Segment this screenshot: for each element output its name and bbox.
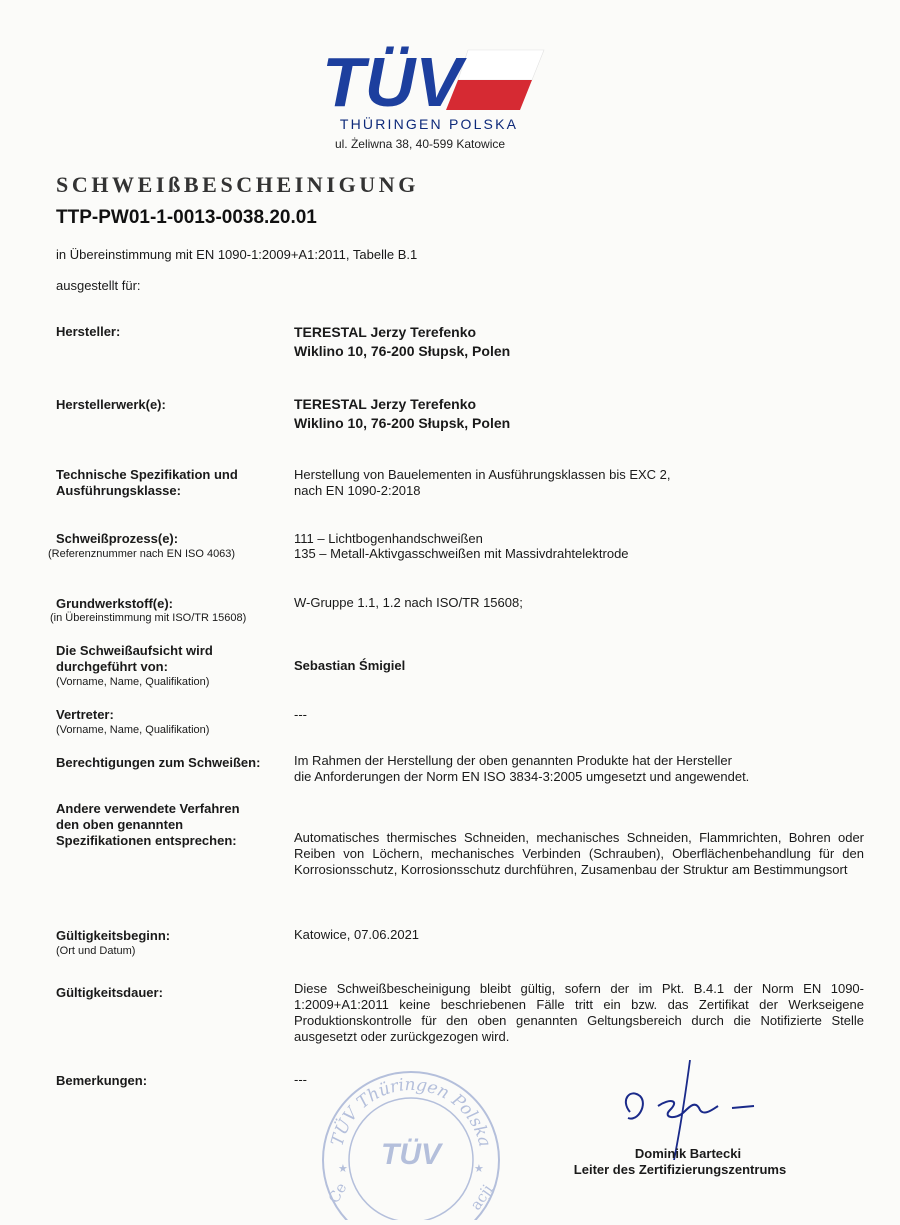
supervision-label-line1: Die Schweißaufsicht wird — [56, 643, 213, 658]
welding-process-135: 135 – Metall-Aktivgasschweißen mit Massivdrahtelektrode — [294, 546, 629, 561]
base-material-value: W-Gruppe 1.1, 1.2 nach ISO/TR 15608; — [294, 595, 523, 610]
manufacturer-address: Wiklino 10, 76-200 Słupsk, Polen — [294, 343, 511, 359]
authorization-line2: die Anforderungen der Norm EN ISO 3834-3:2005 umgesetzt und angewendet. — [294, 769, 750, 784]
plant-name: TERESTAL Jerzy Terefenko — [294, 396, 477, 412]
document-title: SCHWEIßBESCHEINIGUNG — [56, 172, 419, 197]
stamp-bottom-right-text: acji — [466, 1181, 497, 1214]
welding-process-label: Schweißprozess(e): — [56, 531, 179, 546]
other-processes-value: Automatisches thermisches Schneiden, mechanisches Schneiden, Flammrichten, Bohren oder Reiben von Löchern, mechanisches Verbinden (Schrauben), Oberflächenbehandlung für den Korrosionsschutz, Korrosionsschutz durchführen, Zusamenbau der Struktur am Bestimmungsort — [294, 830, 864, 877]
welding-process-111: 111 – Lichtbogenhandschweißen — [294, 531, 483, 546]
specification-value-line2: nach EN 1090-2:2018 — [294, 483, 421, 498]
stamp-bottom-left-text: Ce — [324, 1179, 351, 1207]
tuv-logo — [318, 42, 548, 152]
handwritten-signature — [600, 1060, 790, 1160]
signer-role: Leiter des Zertifizierungszentrums — [573, 1162, 787, 1177]
svg-text:★: ★ — [338, 1163, 348, 1175]
svg-text:★: ★ — [474, 1163, 484, 1175]
validity-duration-value: Diese Schweißbescheinigung bleibt gültig, sofern der im Pkt. B.4.1 der Norm EN 1090-1:2009+A1:2011 keine beschriebenen Fälle tritt ein bzw. das Zertifikat der Werkseigene Produktionskontrolle für den oben genannten Geltungsbereich durch die Notifizierte Stelle ausgesetzt oder zurückgezogen wird. — [294, 981, 864, 1044]
issued-for-label: ausgestellt für: — [56, 278, 141, 293]
remarks-value: --- — [294, 1072, 307, 1087]
specification-label-line2: Ausführungsklasse: — [56, 483, 181, 498]
stamp-ring-text: TÜV Thüringen Polska — [327, 1074, 495, 1149]
base-material-label: Grundwerkstoff(e): — [56, 596, 173, 611]
signer-name: Dominik Bartecki — [634, 1146, 742, 1161]
logo-subtitle: THÜRINGEN POLSKA — [339, 116, 519, 132]
authorization-line1: Im Rahmen der Herstellung der oben genannten Produkte hat der Hersteller — [294, 753, 732, 768]
deputy-label: Vertreter: — [56, 707, 114, 722]
base-material-sublabel: (in Übereinstimmung mit ISO/TR 15608) — [50, 612, 247, 624]
other-processes-label-line3: Spezifikationen entsprechen: — [56, 833, 237, 848]
certificate-number: TTP-PW01-1-0013-0038.20.01 — [56, 207, 317, 228]
plant-address: Wiklino 10, 76-200 Słupsk, Polen — [294, 415, 511, 431]
manufacturer-label: Hersteller: — [56, 324, 121, 339]
supervision-sublabel: (Vorname, Name, Qualifikation) — [56, 676, 210, 688]
validity-start-label: Gültigkeitsbeginn: — [56, 928, 171, 943]
stamp-center-text: TÜV — [381, 1138, 441, 1171]
manufacturer-name: TERESTAL Jerzy Terefenko — [294, 324, 477, 340]
validity-start-sublabel: (Ort und Datum) — [56, 945, 136, 957]
welding-process-sublabel: (Referenznummer nach EN ISO 4063) — [48, 548, 236, 560]
specification-value-line1: Herstellung von Bauelementen in Ausführungsklassen bis EXC 2, — [294, 467, 671, 482]
authorization-label: Berechtigungen zum Schweißen: — [56, 755, 261, 770]
specification-label-line1: Technische Spezifikation und — [56, 467, 238, 482]
other-processes-label-line2: den oben genannten — [56, 817, 184, 832]
plant-label: Herstellerwerk(e): — [56, 397, 166, 412]
supervision-label-line2: durchgeführt von: — [56, 659, 168, 674]
issuer-address: ul. Żeliwna 38, 40-599 Katowice — [334, 137, 506, 151]
other-processes-label-line1: Andere verwendete Verfahren — [56, 801, 240, 816]
conformity-statement: in Übereinstimmung mit EN 1090-1:2009+A1:2011, Tabelle B.1 — [56, 247, 418, 262]
deputy-value: --- — [294, 707, 307, 722]
validity-duration-label: Gültigkeitsdauer: — [56, 985, 163, 1000]
logo-letters: TÜV — [322, 43, 462, 121]
deputy-sublabel: (Vorname, Name, Qualifikation) — [56, 724, 210, 736]
supervisor-name: Sebastian Śmigiel — [294, 658, 406, 673]
official-stamp — [316, 1060, 506, 1220]
validity-start-value: Katowice, 07.06.2021 — [294, 927, 420, 942]
remarks-label: Bemerkungen: — [56, 1073, 148, 1088]
